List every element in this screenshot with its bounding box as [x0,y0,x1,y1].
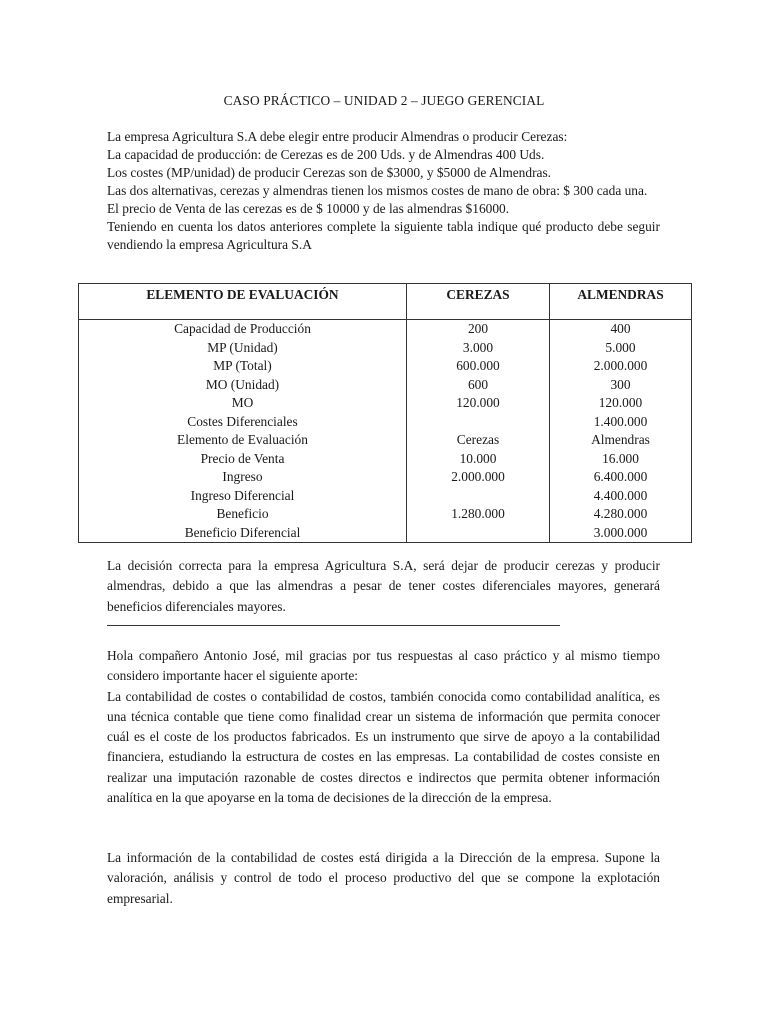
cell-cerezas: 2.000.000 [407,468,550,487]
cell-cerezas: 120.000 [407,394,550,413]
cell-cerezas [407,413,550,432]
table-row [79,468,692,487]
cell-cerezas: Cerezas [407,431,550,450]
cell-cerezas: 200 [407,320,550,339]
table-row [79,431,692,450]
intro-line: La capacidad de producción: de Cerezas es de 200 Uds. y de Almendras 400 Uds. [107,147,545,162]
table-row [79,320,692,339]
table-row [79,524,692,543]
intro-line: El precio de Venta de las cerezas es de $ 10000 y de las almendras $16000. [107,201,510,216]
intro-line: Las dos alternativas, cerezas y almendras tienen los mismos costes de mano de obra: $ 300 cada una. [107,183,648,198]
separator-line [107,625,560,626]
cell-cerezas: 10.000 [407,450,550,469]
cell-cerezas: 600.000 [407,357,550,376]
cell-almendras: Almendras [550,431,692,450]
conclusion-section [107,556,660,617]
table-row [79,413,692,432]
intro-line: La empresa Agricultura S.A debe elegir entre producir Almendras o producir Cerezas: [107,129,568,144]
cell-element: MP (Unidad) [79,339,407,358]
table-row [79,394,692,413]
cell-element: MO (Unidad) [79,376,407,395]
cell-element: Costes Diferenciales [79,413,407,432]
cell-almendras: 2.000.000 [550,357,692,376]
column-header-element: ELEMENTO DE EVALUACIÓN [79,284,407,320]
cell-almendras: 120.000 [550,394,692,413]
cell-cerezas [407,524,550,543]
cell-almendras: 5.000 [550,339,692,358]
intro-section [107,128,660,254]
reply-closing-paragraph: La información de la contabilidad de costes está dirigida a la Dirección de la empresa. Supone la valoración, análisis y control de todo el proceso productivo del que se compone la explotación empresarial. [107,850,660,906]
cell-almendras: 16.000 [550,450,692,469]
cell-cerezas: 600 [407,376,550,395]
cell-almendras: 300 [550,376,692,395]
table-header-row [79,284,692,320]
table-row [79,357,692,376]
cell-cerezas: 1.280.000 [407,505,550,524]
cell-almendras: 3.000.000 [550,524,692,543]
cell-element: Beneficio [79,505,407,524]
cell-almendras: 1.400.000 [550,413,692,432]
intro-line: Los costes (MP/unidad) de producir Cerezas son de $3000, y $5000 de Almendras. [107,165,552,180]
table-row [79,505,692,524]
cell-cerezas [407,487,550,506]
intro-line: Teniendo en cuenta los datos anteriores complete la siguiente tabla indique qué producto debe seguir vendiendo la empresa Agricultura S.A [107,219,660,252]
reply-greeting-paragraph: Hola compañero Antonio José, mil gracias por tus respuestas al caso práctico y al mismo tiempo considero importante hacer el siguiente aporte: [107,648,660,684]
cell-element: MP (Total) [79,357,407,376]
table-row [79,376,692,395]
evaluation-table [78,283,692,543]
reply-section [107,646,660,808]
reply-definition-paragraph: La contabilidad de costes o contabilidad de costos, también conocida como contabilidad analítica, es una técnica contable que tiene como finalidad crear un sistema de información que permita conocer cuál es el coste de los productos fabricados. Es un instrumento que sirve de apoyo a la contabilidad financiera, estudiando la estructura de costes en las empresas. La contabilidad de costes consiste en realizar una imputación razonable de costes directos e indirectos que permita obtener información analítica en la que apoyarse en la toma de decisiones de la dirección de la empresa. [107,688,660,806]
cell-element: Precio de Venta [79,450,407,469]
table-row [79,450,692,469]
document-title: CASO PRÁCTICO – UNIDAD 2 – JUEGO GERENCIAL [223,93,545,108]
column-header-almendras: ALMENDRAS [550,284,692,320]
cell-element: Elemento de Evaluación [79,431,407,450]
table-row [79,487,692,506]
cell-element: MO [79,394,407,413]
table-row [79,339,692,358]
cell-cerezas: 3.000 [407,339,550,358]
table-body [79,320,692,543]
column-header-cerezas: CEREZAS [407,284,550,320]
cell-element: Capacidad de Producción [79,320,407,339]
cell-element: Ingreso [79,468,407,487]
reply-closing-section [107,848,660,909]
cell-element: Ingreso Diferencial [79,487,407,506]
cell-almendras: 400 [550,320,692,339]
cell-element: Beneficio Diferencial [79,524,407,543]
conclusion-paragraph: La decisión correcta para la empresa Agricultura S.A, será dejar de producir cerezas y producir almendras, debido a que las almendras a pesar de tener costes diferenciales mayores, generará beneficios diferenciales mayores. [107,558,660,614]
cell-almendras: 6.400.000 [550,468,692,487]
cell-almendras: 4.400.000 [550,487,692,506]
cell-almendras: 4.280.000 [550,505,692,524]
